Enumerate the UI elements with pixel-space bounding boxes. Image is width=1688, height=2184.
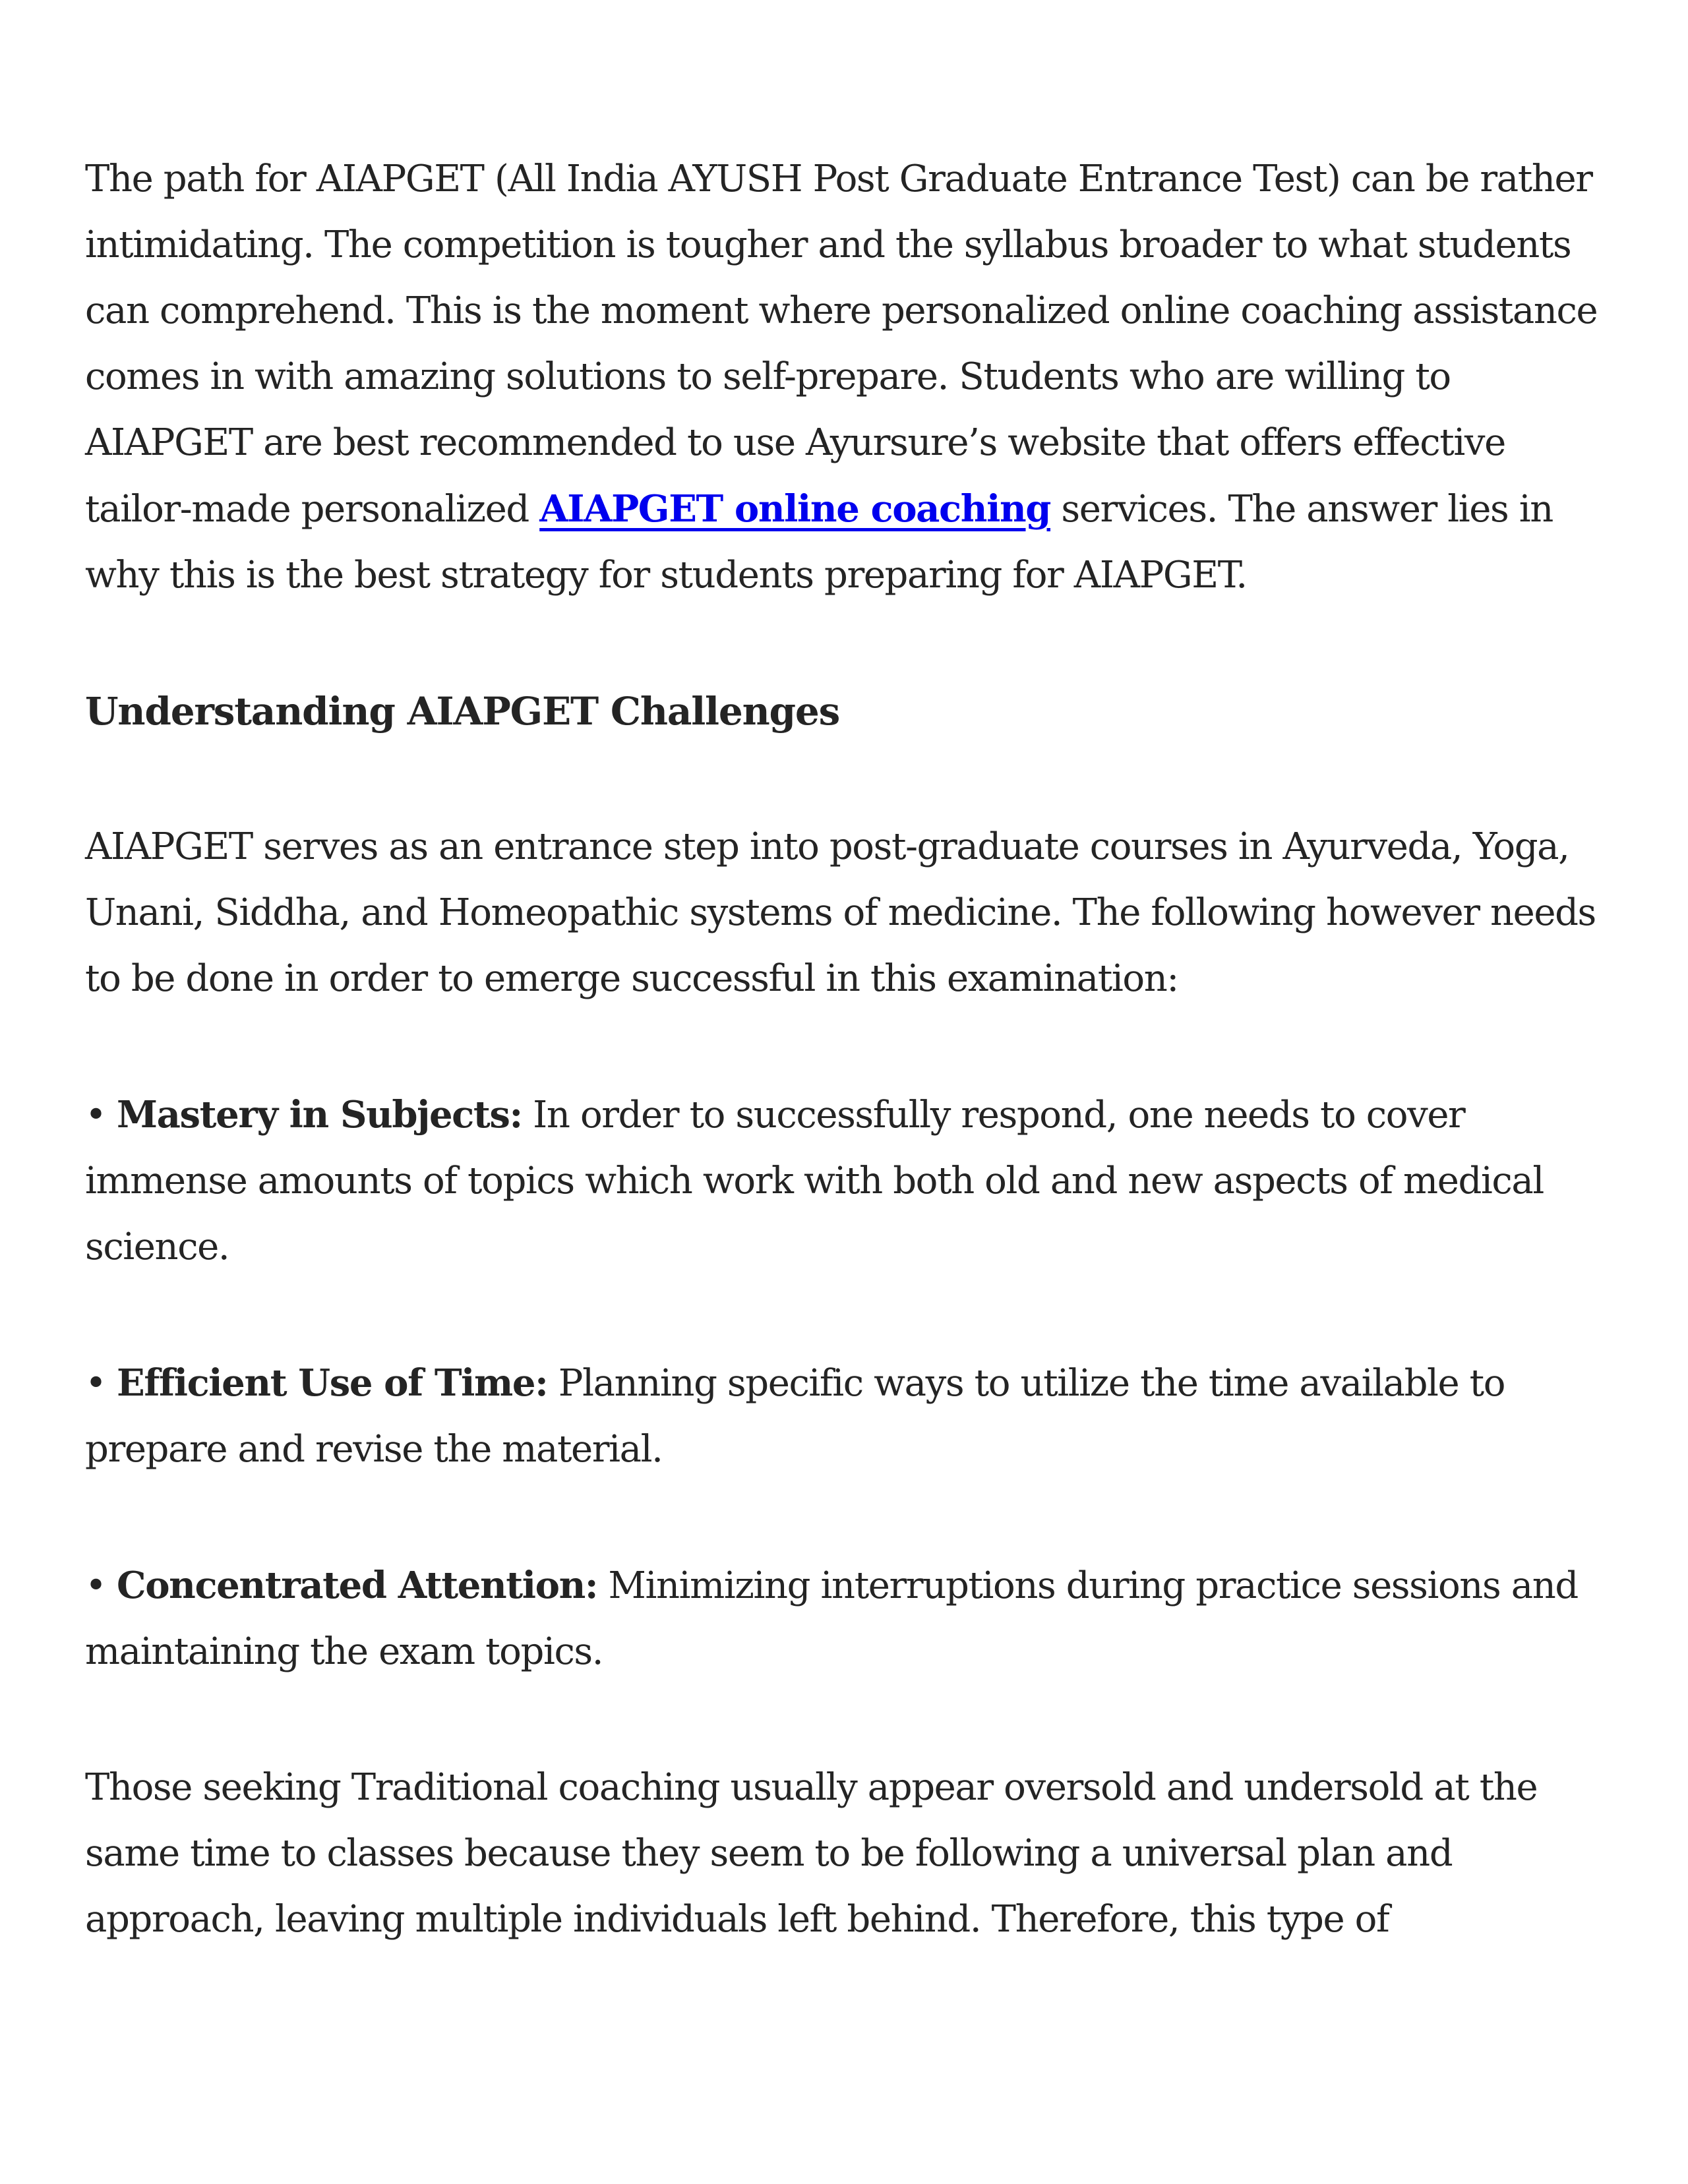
aiapget-online-coaching-link[interactable]: AIAPGET online coaching — [539, 487, 1051, 531]
section-heading: Understanding AIAPGET Challenges — [85, 689, 840, 734]
bullet-marker: • — [85, 1362, 117, 1405]
bullet-text: In order to successfully respond, one needs to cover immense amounts of topics which work with both old and new aspects of medical science. — [85, 1094, 1544, 1268]
section-intro-paragraph: AIAPGET serves as an entrance step into post-graduate courses in Ayurveda, Yoga, Unani, Siddha, and Homeopathic systems of medicine. The following however needs to be done in order to emerge successful in this examination: — [85, 825, 1596, 1000]
bullet-label: Concentrated Attention: — [117, 1564, 598, 1607]
closing-paragraph: Those seeking Traditional coaching usually appear oversold and undersold at the same time to classes because they seem to be following a universal plan and approach, leaving multiple individuals left behind. Therefore, this type of — [85, 1766, 1538, 1941]
bullet-marker: • — [85, 1564, 117, 1607]
article-body — [85, 146, 1615, 2022]
bullet-item — [85, 1552, 1615, 1685]
intro-paragraph — [85, 146, 1615, 608]
bullet-label: Mastery in Subjects: — [117, 1093, 522, 1136]
bullet-text: Minimizing interruptions during practice sessions and maintaining the exam topics. — [85, 1564, 1578, 1673]
intro-text-after-link: services. The answer lies in why this is the best strategy for students preparing for AIAPGET. — [85, 488, 1553, 597]
intro-text-before-link: The path for AIAPGET (All India AYUSH Post Graduate Entrance Test) can be rather intimidating. The competition is tougher and the syllabus broader to what students can comprehend. This is the moment where personalized online coaching assistance comes in with amazing solutions to self-prepare. Students who are willing to AIAPGET are best recommended to use Ayursure’s website that offers effective tailor-made personalized — [85, 158, 1598, 531]
bullet-item — [85, 1082, 1615, 1280]
bullet-text: Planning specific ways to utilize the time available to prepare and revise the material. — [85, 1362, 1505, 1471]
bullet-marker: • — [85, 1094, 117, 1136]
bullet-item — [85, 1350, 1615, 1483]
bullet-label: Efficient Use of Time: — [117, 1361, 548, 1405]
